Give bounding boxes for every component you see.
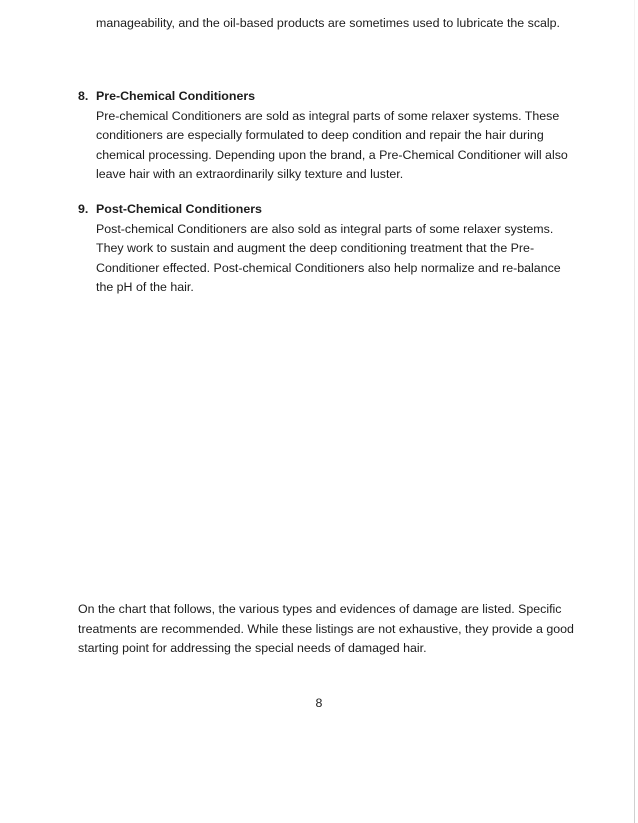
page-number: 8 <box>315 696 323 710</box>
section-title: Pre-Chemical Conditioners <box>96 89 256 103</box>
section-pre-chemical-conditioners <box>78 87 578 185</box>
section-number: 9. <box>78 202 89 216</box>
section-heading <box>78 200 578 220</box>
scan-edge-line <box>634 0 635 823</box>
section-post-chemical-conditioners <box>78 200 578 298</box>
section-number: 8. <box>78 89 89 103</box>
continuation-paragraph: manageability, and the oil-based products are sometimes used to lubricate the scalp. <box>96 16 560 30</box>
section-title: Post-Chemical Conditioners <box>96 202 262 216</box>
section-body: Post-chemical Conditioners are also sold as integral parts of some relaxer systems. They work to sustain and augment the deep conditioning treatment that the Pre-Conditioner effected. Post-chemical Conditioners also help normalize and re-balance the pH of the hair. <box>96 221 561 295</box>
closing-paragraph: On the chart that follows, the various types and evidences of damage are listed. Specific treatments are recommended. While these listings are not exhaustive, they provide a good starting point for addressing the special needs of damaged hair. <box>78 602 574 656</box>
section-heading <box>78 87 578 107</box>
section-body: Pre-chemical Conditioners are sold as integral parts of some relaxer systems. These conditioners are especially formulated to deep condition and repair the hair during chemical processing. Depending upon the brand, a Pre-Chemical Conditioner will also leave hair with an extraordinarily silky texture and luster. <box>96 108 568 182</box>
